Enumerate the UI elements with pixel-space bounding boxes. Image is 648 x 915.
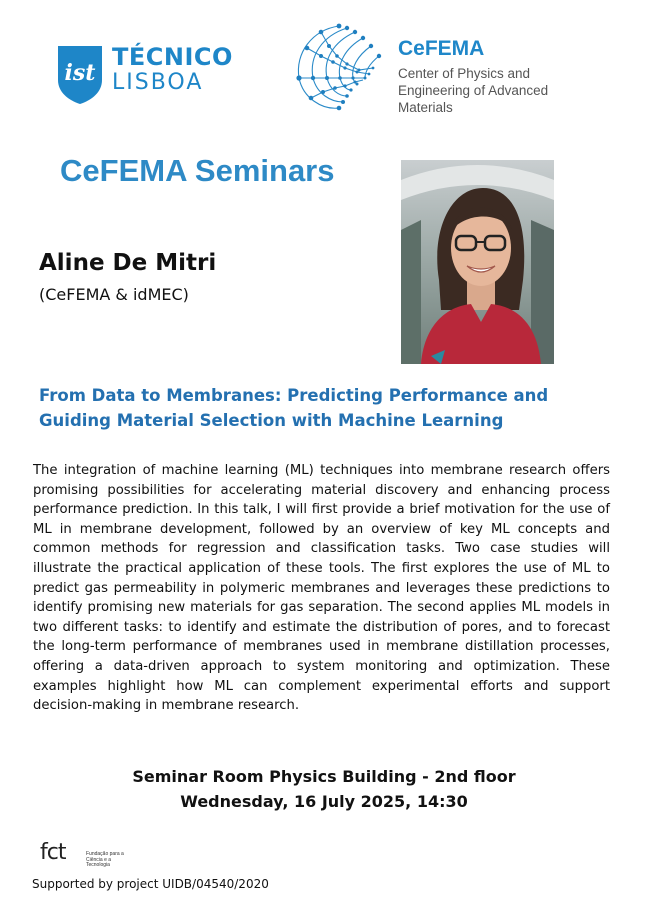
talk-title: From Data to Membranes: Predicting Performance and Guiding Material Selection with Machine Learning <box>39 386 549 430</box>
venue-location: Seminar Room Physics Building - 2nd floor <box>132 767 516 786</box>
svg-text:ist: ist <box>64 60 96 86</box>
speaker-name: Aline De Mitri <box>39 250 217 276</box>
abstract-text: The integration of machine learning (ML) techniques into membrane research offers promising possibilities for accelerating material discovery and enhancing process performance prediction. In this talk, I will first provide a brief motivation for the use of ML in membrane development, followed by an overview of key ML concepts and common methods for regression and classification tasks. Two case studies will illustrate the practical application of these tools. The first explores the use of ML to predict gas permeability in polymeric membranes and leverages these predictions to identify promising new materials for gas separation. The second applies ML models in two different tasks: to identify and estimate the distribution of pores, and to forecast the long-term performance of membranes used in membrane distillation processes, offering a data-driven approach to system monitoring and optimization. These examples highlight how ML can complement experimental efforts and support decision-making in membrane research. <box>33 463 610 714</box>
speaker-photo <box>401 160 554 364</box>
ist-line1: TÉCNICO <box>112 43 233 71</box>
cefema-logo-name: CeFEMA <box>398 37 485 60</box>
fct-logo: fct <box>40 840 66 865</box>
venue-datetime: Wednesday, 16 July 2025, 14:30 <box>180 792 468 811</box>
cefema-logo-description: Center of Physics and Engineering of Advanced Materials <box>398 66 549 115</box>
venue-block <box>0 764 648 814</box>
ist-line2: LISBOA <box>112 70 204 95</box>
support-note: Supported by project UIDB/04540/2020 <box>32 877 269 891</box>
ist-shield-logo <box>56 44 104 106</box>
ist-wordmark <box>112 44 233 95</box>
series-title: CeFEMA Seminars <box>60 153 335 188</box>
speaker-affiliation: (CeFEMA & idMEC) <box>39 285 189 304</box>
fct-logo-subtitle: Fundação para a Ciência e a Tecnologia <box>86 851 124 868</box>
cefema-network-logo <box>287 18 391 118</box>
